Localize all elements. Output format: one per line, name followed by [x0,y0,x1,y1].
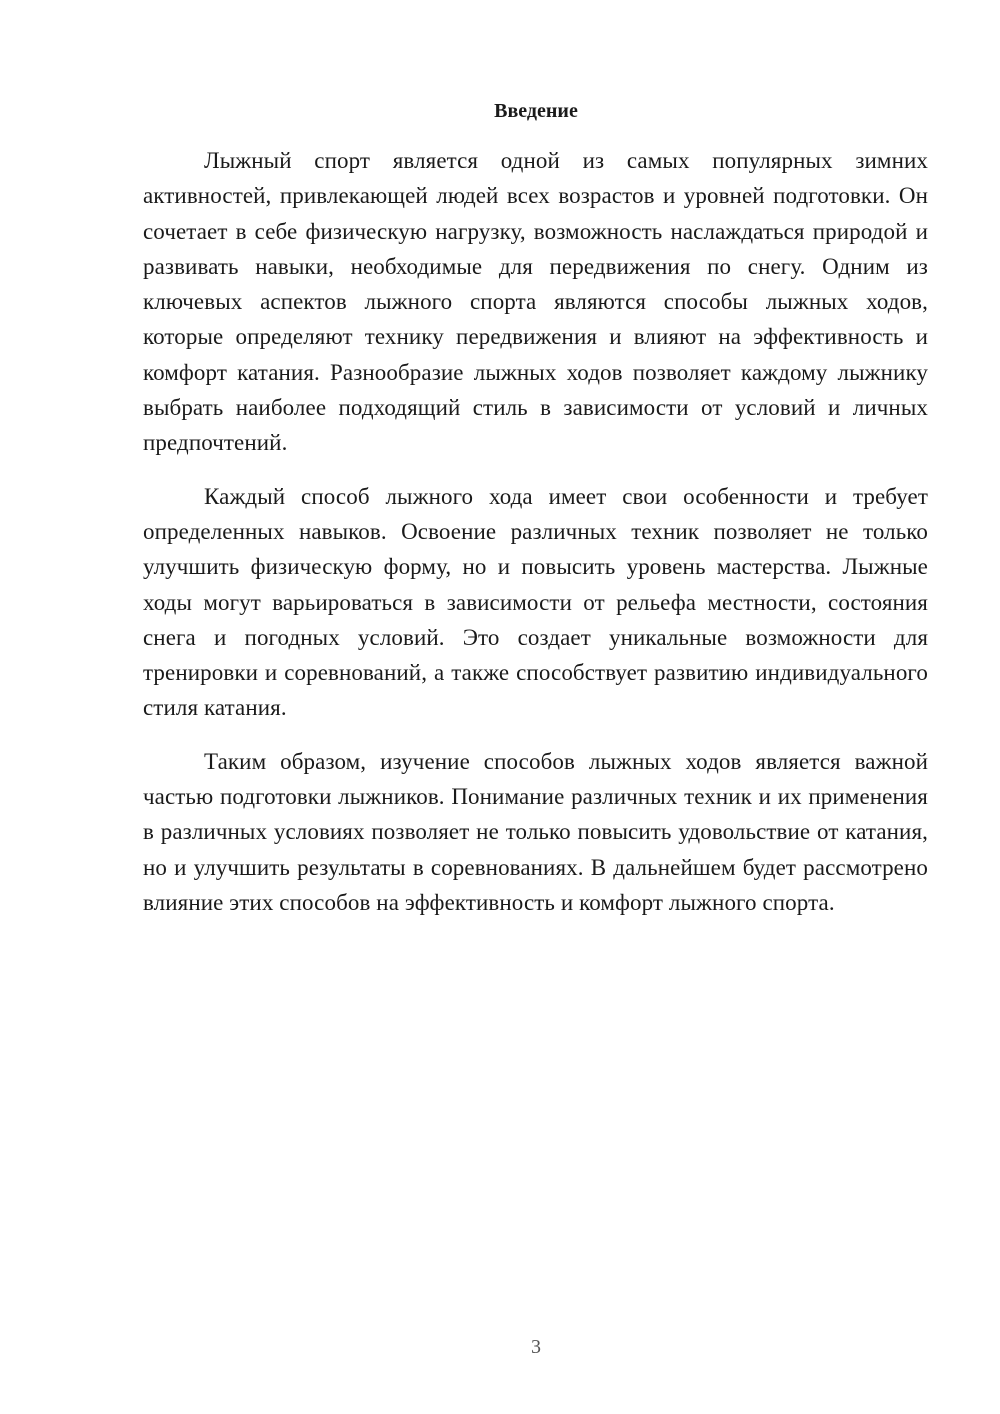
paragraph-1: Лыжный спорт является одной из самых популярных зимних активностей, привлекающей людей всех возрастов и уровней подготовки. Он сочетает в себе физическую нагрузку, возможность наслаждаться природой и развивать навыки, необходимые для передвижения по снегу. Одним из ключевых аспектов лыжного спорта являются способы лыжных ходов, которые определяют технику передвижения и влияют на эффективность и комфорт катания. Разнообразие лыжных ходов позволяет каждому лыжнику выбрать наиболее подходящий стиль в зависимости от условий и личных предпочтений. [143,148,928,456]
section-title: Введение [494,100,578,122]
body-text [143,143,928,920]
paragraph-3: Таким образом, изучение способов лыжных ходов является важной частью подготовки лыжников. Понимание различных техник и их применения в различных условиях позволяет не только повысить удовольствие от катания, но и улучшить результаты в соревнованиях. В дальнейшем будет рассмотрено влияние этих способов на эффективность и комфорт лыжного спорта. [143,748,928,915]
paragraph-2: Каждый способ лыжного хода имеет свои особенности и требует определенных навыков. Освоение различных техник позволяет не только улучшить физическую форму, но и повысить уровень мастерства. Лыжные ходы могут варьироваться в зависимости от рельефа местности, состояния снега и погодных условий. Это создает уникальные возможности для тренировки и соревнований, а также способствует развитию индивидуального стиля катания. [143,483,928,721]
page-number: 3 [531,1336,541,1358]
